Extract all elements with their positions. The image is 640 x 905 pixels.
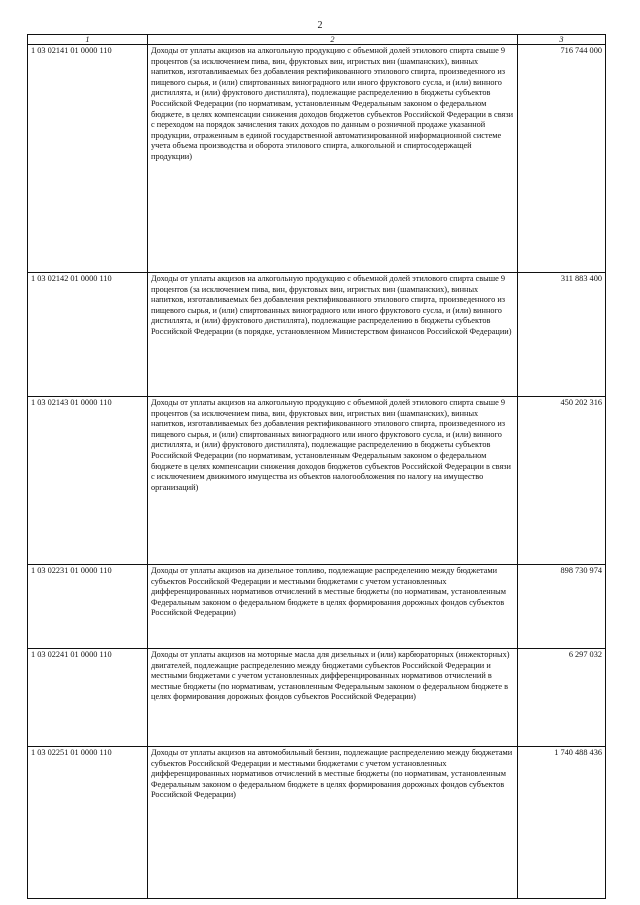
table-row: [28, 649, 606, 747]
revenue-table: [27, 34, 606, 899]
row-description: Доходы от уплаты акцизов на алкогольную продукцию с объемной долей этилового спирта свыше 9 процентов (за исключением пива, вин, фруктовых вин, игристых вин (шампанских), винных напитков, изготавливаемых без добавления ректификованного этилового спирта, произведенного из пищевого сырья, и (или) спиртованных виноградного или иного фруктового сусла, и (или) винного дистиллята, и (или) фруктового дистиллята), подлежащие распределению в бюджеты субъектов Российской Федерации (по нормативам, установленным Федеральным законом о федеральном бюджете, в целях компенсации снижения доходов бюджетов субъектов Российской Федерации в связи с переходом на порядок зачисления таких доходов по данным о розничной продаже указанной продукции, отраженным в единой государственной автоматизированной информационной системе учета объема производства и оборота этилового спирта, алкогольной и спиртосодержащей продукции): [148, 45, 518, 273]
table-row: [28, 397, 606, 565]
header-col-1: 1: [28, 35, 148, 45]
row-code: 1 03 02141 01 0000 110: [28, 45, 148, 273]
row-amount: 898 730 974: [518, 565, 606, 649]
table-header: [28, 35, 606, 45]
row-description: Доходы от уплаты акцизов на дизельное топливо, подлежащие распределению между бюджетами субъектов Российской Федерации и местными бюджетами с учетом установленных дифференцированных нормативов отчислений в местные бюджеты (по нормативам, установленным Федеральным законом о федеральном бюджете в целях формирования дорожных фондов субъектов Российской Федерации): [148, 565, 518, 649]
row-amount: 6 297 032: [518, 649, 606, 747]
row-description: Доходы от уплаты акцизов на алкогольную продукцию с объемной долей этилового спирта свыше 9 процентов (за исключением пива, вин, фруктовых вин, игристых вин (шампанских), винных напитков, изготавливаемых без добавления ректификованного этилового спирта, произведенного из пищевого сырья, и (или) спиртованных виноградного или иного фруктового сусла, и (или) винного дистиллята, и (или) фруктового дистиллята), подлежащие распределению в бюджеты субъектов Российской Федерации (по нормативам, установленным Федеральным законом о федеральном бюджете в целях компенсации снижения доходов бюджетов субъектов Российской Федерации в связи с исключением движимого имущества из объектов налогообложения по налогу на имущество организаций): [148, 397, 518, 565]
table-row: [28, 45, 606, 273]
table-row: [28, 273, 606, 397]
row-code: 1 03 02231 01 0000 110: [28, 565, 148, 649]
row-description: Доходы от уплаты акцизов на алкогольную продукцию с объемной долей этилового спирта свыше 9 процентов (за исключением пива, вин, фруктовых вин, игристых вин (шампанских), винных напитков, изготавливаемых без добавления ректификованного этилового спирта, произведенного из пищевого сырья, и (или) спиртованных виноградного или иного фруктового сусла, и (или) винного дистиллята, и (или) фруктового дистиллята), подлежащие распределению в бюджеты субъектов Российской Федерации (в порядке, установленном Министерством финансов Российской Федерации): [148, 273, 518, 397]
row-code: 1 03 02143 01 0000 110: [28, 397, 148, 565]
row-description: Доходы от уплаты акцизов на автомобильный бензин, подлежащие распределению между бюджетами субъектов Российской Федерации и местными бюджетами с учетом установленных дифференцированных нормативов отчислений в местные бюджеты (по нормативам, установленным Федеральным законом о федеральном бюджете в целях формирования дорожных фондов субъектов Российской Федерации): [148, 747, 518, 899]
table-body: [28, 45, 606, 899]
table-row: [28, 565, 606, 649]
row-amount: 311 883 400: [518, 273, 606, 397]
row-amount: 1 740 488 436: [518, 747, 606, 899]
row-description: Доходы от уплаты акцизов на моторные масла для дизельных и (или) карбюраторных (инжекторных) двигателей, подлежащие распределению между бюджетами субъектов Российской Федерации и местными бюджетами с учетом установленных дифференцированных нормативов отчислений в местные бюджеты (по нормативам, установленным Федеральным законом о федеральном бюджете в целях формирования дорожных фондов субъектов Российской Федерации): [148, 649, 518, 747]
table-row: [28, 747, 606, 899]
header-col-2: 2: [148, 35, 518, 45]
row-code: 1 03 02241 01 0000 110: [28, 649, 148, 747]
row-amount: 450 202 316: [518, 397, 606, 565]
row-code: 1 03 02142 01 0000 110: [28, 273, 148, 397]
row-amount: 716 744 000: [518, 45, 606, 273]
row-code: 1 03 02251 01 0000 110: [28, 747, 148, 899]
page-number: 2: [317, 20, 323, 31]
header-col-3: 3: [518, 35, 606, 45]
header-row: [28, 35, 606, 45]
